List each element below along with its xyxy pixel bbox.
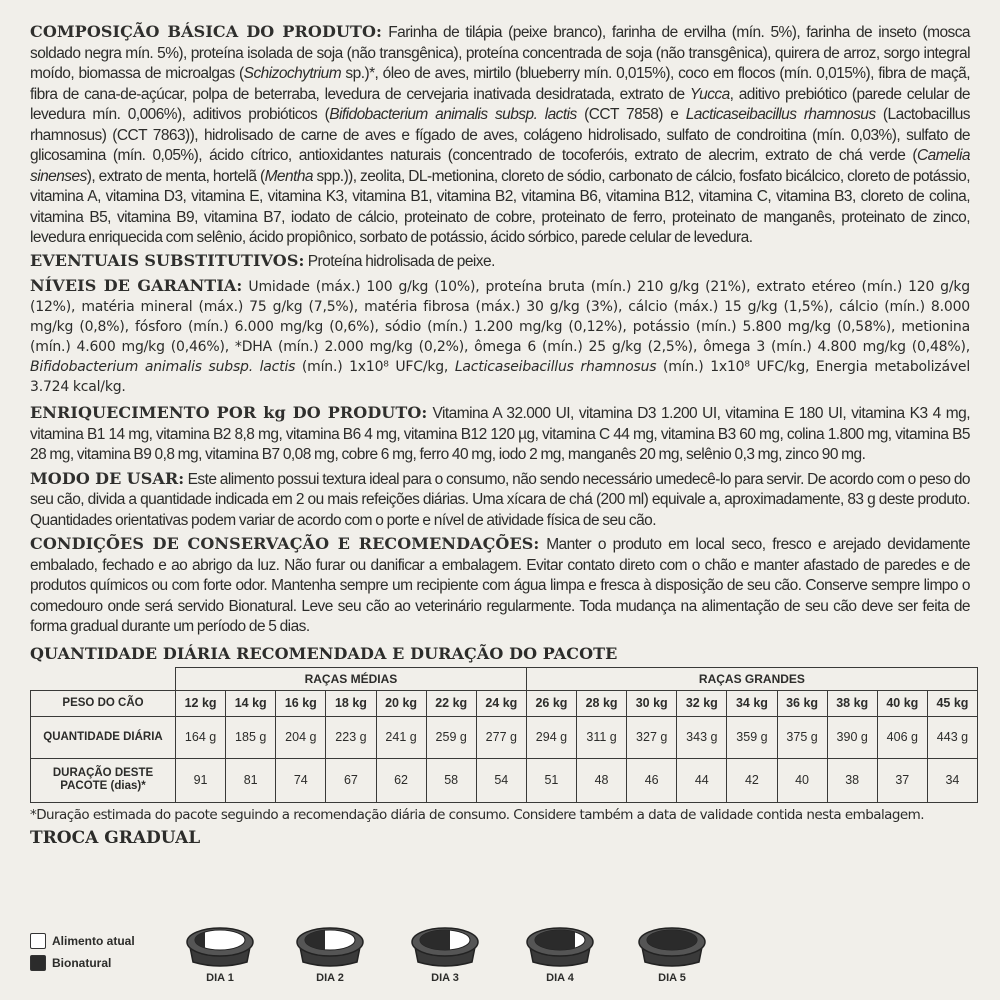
group-racas-grandes: RAÇAS GRANDES bbox=[526, 667, 977, 690]
heading-enriquecimento: ENRIQUECIMENTO POR kg DO PRODUTO: bbox=[30, 403, 428, 422]
table-footnote: *Duração estimada do pacote seguindo a recomendação diária de consumo. Considere também a data de validade contida nesta embalagem. bbox=[30, 806, 924, 823]
text-condicoes: Manter o produto em local seco, fresco e arejado devidamente embalado, fechado e ao abrigo da luz. Não furar ou danificar a embalagem. Evitar contato direto com o chão e manter afastado de paredes e de produtos químicos ou com forte odor. Mantenha sempre um recipiente com água limpa e fresca à disposição de seu cão. Conserve sempre limpo o comedouro onde será servido Bionatural. Leve seu cão ao veterinário regularmente. Toda mudança na alimentação de seu cão deve ser feita de forma gradual durante um período de 5 dias. bbox=[30, 536, 971, 635]
cell-quantidade: 259 g bbox=[426, 716, 476, 758]
bowl-label: DIA 1 bbox=[206, 972, 234, 984]
section-modo bbox=[30, 469, 970, 532]
cell-peso: 40 kg bbox=[877, 690, 927, 716]
cell-peso: 12 kg bbox=[176, 690, 226, 716]
cell-peso: 36 kg bbox=[777, 690, 827, 716]
legend-swatch-atual bbox=[30, 933, 46, 949]
bowl-label: DIA 5 bbox=[658, 972, 686, 984]
cell-quantidade: 204 g bbox=[276, 716, 326, 758]
cell-peso: 32 kg bbox=[677, 690, 727, 716]
cell-duracao: 40 bbox=[777, 758, 827, 802]
table-corner bbox=[31, 667, 176, 690]
bowl-dia bbox=[520, 918, 600, 984]
section-condicoes bbox=[30, 534, 970, 638]
cell-quantidade: 359 g bbox=[727, 716, 777, 758]
text-substitutivos: Proteína hidrolisada de peixe. bbox=[307, 252, 495, 270]
feeding-table bbox=[30, 667, 978, 803]
troca-bowls bbox=[180, 918, 740, 998]
bowl-dia bbox=[290, 918, 370, 984]
bowl-label: DIA 3 bbox=[431, 972, 459, 984]
cell-duracao: 67 bbox=[326, 758, 376, 802]
cell-quantidade: 311 g bbox=[577, 716, 627, 758]
table-row-peso bbox=[31, 690, 978, 716]
row-label-peso: PESO DO CÃO bbox=[31, 690, 176, 716]
cell-peso: 26 kg bbox=[526, 690, 576, 716]
cell-quantidade: 390 g bbox=[827, 716, 877, 758]
legend-swatch-bionatural bbox=[30, 955, 46, 971]
cell-duracao: 58 bbox=[426, 758, 476, 802]
heading-condicoes: CONDIÇÕES DE CONSERVAÇÃO E RECOMENDAÇÕES: bbox=[30, 534, 540, 553]
bowl-dia bbox=[405, 918, 485, 984]
cell-peso: 34 kg bbox=[727, 690, 777, 716]
cell-quantidade: 294 g bbox=[526, 716, 576, 758]
cell-peso: 38 kg bbox=[827, 690, 877, 716]
cell-duracao: 81 bbox=[226, 758, 276, 802]
cell-quantidade: 375 g bbox=[777, 716, 827, 758]
bowl-icon bbox=[183, 918, 257, 970]
legend-label-atual: Alimento atual bbox=[52, 934, 135, 948]
table-title: QUANTIDADE DIÁRIA RECOMENDADA E DURAÇÃO DO PACOTE bbox=[30, 643, 618, 663]
bowl-icon bbox=[635, 918, 709, 970]
bowl-icon bbox=[523, 918, 597, 970]
text-modo: Este alimento possui textura ideal para o consumo, não sendo necessário umedecê-lo para servir. De acordo com o peso do seu cão, divida a quantidade indicada em 2 ou mais refeições diárias. Uma xícara de chá (200 ml) equivale a, aproximadamente, 83 g deste produto. Quantidades orientativas podem variar de acordo com o porte e nível de atividade física de seu cão. bbox=[30, 470, 970, 529]
cell-quantidade: 406 g bbox=[877, 716, 927, 758]
cell-peso: 22 kg bbox=[426, 690, 476, 716]
cell-duracao: 48 bbox=[577, 758, 627, 802]
cell-duracao: 54 bbox=[476, 758, 526, 802]
text-composicao: Farinha de tilápia (peixe branco), farinha de ervilha (mín. 5%), farinha de inseto (mosca soldado negra mín. 5%), proteína isolada de soja (não transgênica), proteína concentrada de soja (não transgênica), quirera de arroz, sorgo integral moído, biomassa de microalgas (Schizochytrium sp.)*, óleo de aves, mirtilo (blueberry mín. 0,015%), coco em flocos (mín. 0,015%), fibra de maçã, fibra de cana-de-açúcar, polpa de beterraba, levedura de cervejaria inativada desidratada, extrato de Yucca, aditivo prebiótico (parede celular de levedura mín. 0,006%), aditivos probióticos (Bifidobacterium animalis subsp. lactis (CCT 7858) e Lacticaseibacillus rhamnosus (Lactobacillus rhamnosus) (CCT 7863)), hidrolisado de carne de aves e fígado de aves, colágeno hidrolisado, sulfato de condroitina (mín. 0,03%), sulfato de glicosamina (mín. 0,05%), ácido cítrico, antioxidantes naturais (concentrado de tocoferóis, extrato de alecrim, extrato de chá verde (Camelia sinenses), extrato de menta, hortelã (Mentha spp.)), zeolita, DL-metionina, cloreto de sódio, carbonato de cálcio, fosfato bicálcico, cloreto de potássio, vitamina A, vitamina D3, vitamina E, vitamina K3, vitamina B1, vitamina B2, vitamina B6, vitamina B12, vitamina C, vitamina B3, cloreto de colina, vitamina B5, vitamina B9, vitamina B7, iodato de cálcio, proteinato de cobre, proteinato de ferro, proteinato de manganês, proteinato de zinco, levedura enriquecida com selênio, ácido propiônico, sorbato de potássio, ácido sórbico, parede celular de levedura. bbox=[30, 24, 971, 246]
bowl-label: DIA 4 bbox=[546, 972, 574, 984]
bowl-label: DIA 2 bbox=[316, 972, 344, 984]
cell-peso: 18 kg bbox=[326, 690, 376, 716]
cell-duracao: 74 bbox=[276, 758, 326, 802]
cell-duracao: 91 bbox=[176, 758, 226, 802]
cell-duracao: 37 bbox=[877, 758, 927, 802]
cell-peso: 14 kg bbox=[226, 690, 276, 716]
section-substitutivos bbox=[30, 251, 970, 273]
legend-item-atual bbox=[30, 930, 135, 952]
cell-quantidade: 223 g bbox=[326, 716, 376, 758]
row-label-duracao: DURAÇÃO DESTE PACOTE (dias)* bbox=[31, 758, 176, 802]
heading-niveis: NÍVEIS DE GARANTIA: bbox=[30, 276, 243, 295]
section-enriquecimento bbox=[30, 403, 970, 466]
cell-duracao: 42 bbox=[727, 758, 777, 802]
cell-duracao: 38 bbox=[827, 758, 877, 802]
cell-quantidade: 277 g bbox=[476, 716, 526, 758]
table-row-duracao bbox=[31, 758, 978, 802]
heading-modo: MODO DE USAR: bbox=[30, 468, 185, 488]
troca-legend bbox=[30, 930, 135, 974]
cell-quantidade: 241 g bbox=[376, 716, 426, 758]
troca-title: TROCA GRADUAL bbox=[30, 827, 201, 848]
legend-item-bionatural bbox=[30, 952, 135, 974]
heading-composicao: COMPOSIÇÃO BÁSICA DO PRODUTO: bbox=[30, 22, 383, 41]
cell-quantidade: 327 g bbox=[627, 716, 677, 758]
bowl-dia bbox=[632, 918, 712, 984]
heading-substitutivos: EVENTUAIS SUBSTITUTIVOS: bbox=[30, 250, 305, 270]
bowl-icon bbox=[293, 918, 367, 970]
cell-quantidade: 343 g bbox=[677, 716, 727, 758]
group-racas-medias: RAÇAS MÉDIAS bbox=[176, 667, 527, 690]
table-group-row bbox=[31, 667, 978, 690]
cell-duracao: 51 bbox=[526, 758, 576, 802]
cell-duracao: 62 bbox=[376, 758, 426, 802]
cell-peso: 28 kg bbox=[577, 690, 627, 716]
cell-peso: 20 kg bbox=[376, 690, 426, 716]
cell-quantidade: 164 g bbox=[176, 716, 226, 758]
cell-quantidade: 443 g bbox=[927, 716, 977, 758]
text-niveis: Umidade (máx.) 100 g/kg (10%), proteína bruta (mín.) 210 g/kg (21%), extrato etéreo (mín.) 120 g/kg (12%), matéria mineral (máx.) 75 g/kg (7,5%), matéria fibrosa (máx.) 30 g/kg (3%), cálcio (máx.) 15 g/kg (1,5%), cálcio (mín.) 8.000 mg/kg (0,8%), fósforo (mín.) 6.000 mg/kg (0,6%), sódio (mín.) 1.200 mg/kg (0,12%), potássio (mín.) 5.800 mg/kg (0,58%), metionina (mín.) 4.600 mg/kg (0,46%), *DHA (mín.) 2.000 mg/kg (0,2%), ômega 6 (mín.) 25 g/kg (2,5%), ômega 3 (mín.) 4.800 mg/kg (0,48%), Bifidobacterium animalis subsp. lactis (mín.) 1x10⁸ UFC/kg, Lacticaseibacillus rhamnosus (mín.) 1x10⁸ UFC/kg, Energia metabolizável 3.724 kcal/kg. bbox=[30, 279, 971, 395]
cell-quantidade: 185 g bbox=[226, 716, 276, 758]
section-niveis bbox=[30, 276, 970, 397]
cell-peso: 45 kg bbox=[927, 690, 977, 716]
bowl-icon bbox=[408, 918, 482, 970]
legend-label-bionatural: Bionatural bbox=[52, 956, 112, 970]
bowl-dia bbox=[180, 918, 260, 984]
table-row-quantidade bbox=[31, 716, 978, 758]
cell-duracao: 44 bbox=[677, 758, 727, 802]
cell-duracao: 34 bbox=[927, 758, 977, 802]
section-composicao bbox=[30, 22, 970, 249]
cell-peso: 24 kg bbox=[476, 690, 526, 716]
cell-peso: 16 kg bbox=[276, 690, 326, 716]
text-enriquecimento: Vitamina A 32.000 UI, vitamina D3 1.200 UI, vitamina E 180 UI, vitamina K3 4 mg, vitamina B1 14 mg, vitamina B2 8,8 mg, vitamina B6 4 mg, vitamina B12 120 µg, vitamina C 44 mg, vitamina B3 60 mg, colina 1.800 mg, vitamina B5 28 mg, vitamina B9 0,8 mg, vitamina B7 0,08 mg, cobre 6 mg, ferro 40 mg, iodo 2 mg, manganês 20 mg, selênio 0,3 mg, zinco 90 mg. bbox=[30, 405, 970, 463]
cell-duracao: 46 bbox=[627, 758, 677, 802]
row-label-quantidade: QUANTIDADE DIÁRIA bbox=[31, 716, 176, 758]
cell-peso: 30 kg bbox=[627, 690, 677, 716]
